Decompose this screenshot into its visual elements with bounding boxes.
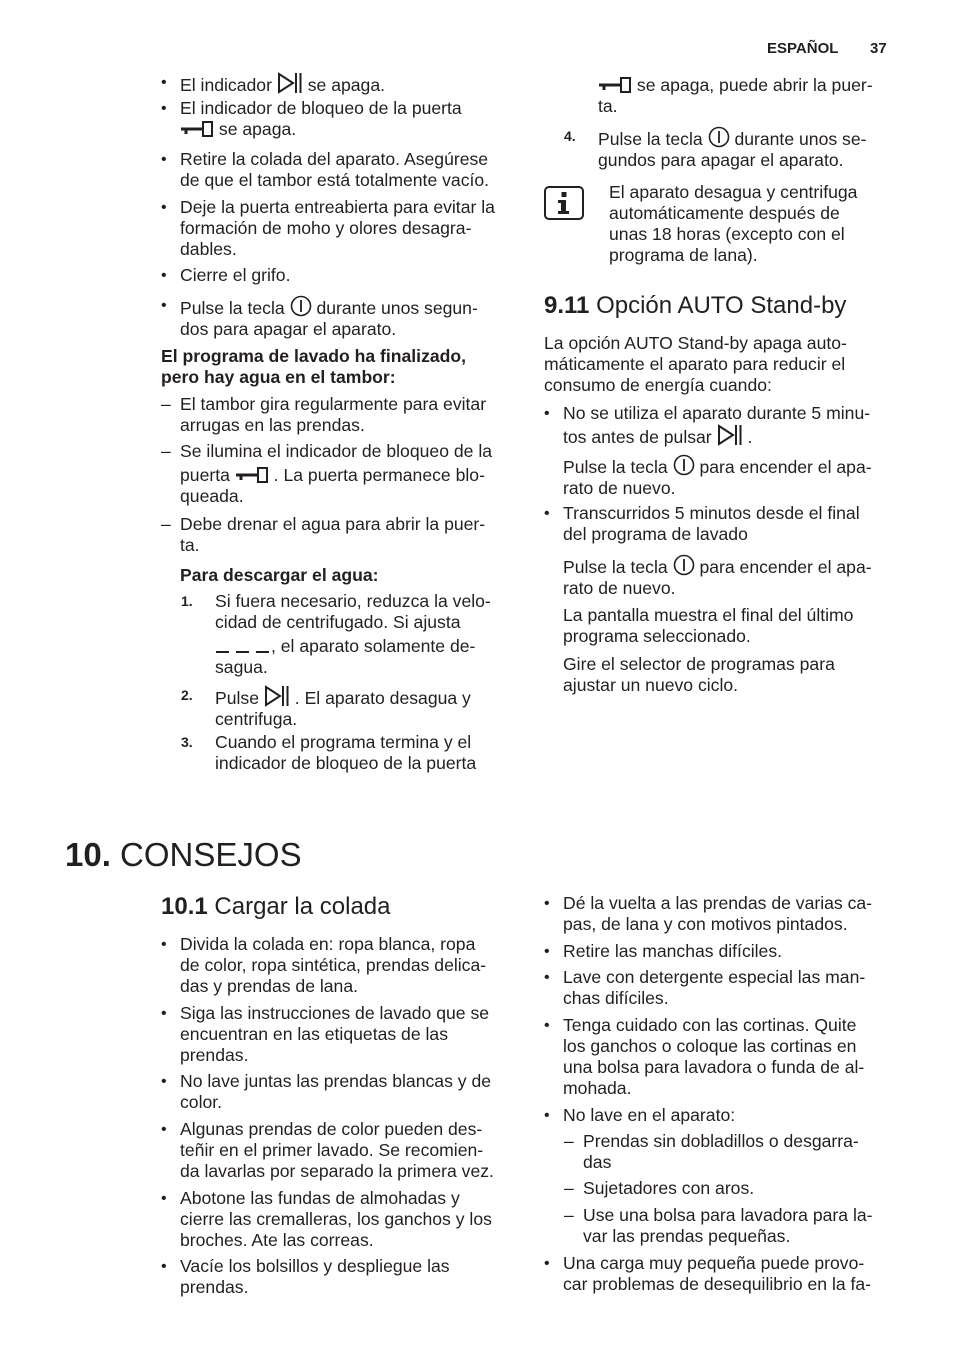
list-item: • Tenga cuidado con las cortinas. Quite los ganchos o coloque las cortinas en una bolsa para lavadora o funda de al- mohada. — [563, 1015, 864, 1099]
no-spin-icon — [215, 643, 271, 655]
start-pause-icon — [264, 685, 290, 707]
power-icon — [708, 126, 730, 148]
list-item: – Use una bolsa para lavadora para la- var las prendas pequeñas. — [583, 1205, 873, 1247]
list-item: • Una carga muy pequeña puede provo- car problemas de desequilibrio en la fa- — [563, 1253, 871, 1295]
list-item: • El indicador de bloqueo de la puerta se apaga. — [180, 98, 462, 140]
chapter-heading: 10. CONSEJOS — [65, 836, 302, 873]
section-intro: La opción AUTO Stand-by apaga auto- máticamente el aparato para reducir el consumo de energía cuando: — [544, 333, 847, 395]
list-item: • Retire las manchas difíciles. — [563, 941, 782, 962]
numbered-step: 2. Pulse . El aparato desagua y centrifuga. — [181, 687, 471, 729]
step-continuation: se apaga, puede abrir la puer- ta. — [598, 75, 873, 116]
section-heading-10-1: 10.1 Cargar la colada — [161, 893, 391, 920]
list-item: • Lave con detergente especial las man- chas difíciles. — [563, 967, 865, 1009]
list-item: • Algunas prendas de color pueden des- teñir en el primer lavado. Se recomien- da lavarlas por separado la primera vez. — [180, 1119, 494, 1182]
start-pause-icon — [277, 72, 303, 94]
list-item: • Divida la colada en: ropa blanca, ropa de color, ropa sintética, prendas delica- das y prendas de lana. — [180, 934, 486, 997]
list-item: – El tambor gira regularmente para evitar arrugas en las prendas. — [180, 394, 486, 436]
list-item: • Retire la colada del aparato. Asegúrese de que el tambor está totalmente vacío. — [180, 149, 489, 191]
list-item: – Prendas sin dobladillos o desgarra- das — [583, 1131, 859, 1173]
list-item: • El indicador se apaga. — [180, 72, 385, 96]
info-icon — [544, 186, 584, 220]
list-item: – Debe drenar el agua para abrir la puer- ta. — [180, 514, 485, 556]
numbered-step: 3. Cuando el programa termina y el indicador de bloqueo de la puerta — [181, 732, 477, 773]
numbered-step: 1. Si fuera necesario, reduzca la velo- cidad de centrifugado. Si ajusta , el aparato solamente de- sagua. — [181, 591, 491, 677]
door-lock-icon — [598, 76, 632, 94]
list-item: • Dé la vuelta a las prendas de varias ca- pas, de lana y con motivos pintados. — [563, 893, 872, 935]
list-item: • Pulse la tecla durante unos segun- dos para apagar el aparato. — [180, 295, 478, 340]
power-icon — [673, 454, 695, 476]
numbered-step: 4. Pulse la tecla durante unos se- gundos para apagar el aparato. — [564, 128, 867, 170]
power-icon — [673, 554, 695, 576]
list-item: • Deje la puerta entreabierta para evitar la formación de moho y olores desagra- dables. — [180, 197, 495, 260]
list-item: • Transcurridos 5 minutos desde el final del programa de lavado — [563, 503, 860, 545]
list-item: • No lave juntas las prendas blancas y de color. — [180, 1071, 491, 1113]
door-lock-icon — [180, 120, 214, 138]
power-icon — [290, 295, 312, 317]
list-item: • Abotone las fundas de almohadas y cierre las cremalleras, los ganchos y los broches. Ate las correas. — [180, 1188, 492, 1251]
paragraph: Pulse la tecla para encender el apa- rato de nuevo. — [563, 554, 872, 599]
info-note: El aparato desagua y centrifuga automáticamente después de unas 18 horas (excepto con el programa de lana). — [609, 182, 858, 265]
list-item: • No lave en el aparato: — [563, 1105, 735, 1126]
running-header-language: ESPAÑOL — [767, 40, 839, 57]
drain-heading: Para descargar el agua: — [180, 565, 379, 585]
start-pause-icon — [717, 424, 743, 446]
page-number: 37 — [870, 40, 887, 57]
water-heading: El programa de lavado ha finalizado, pero hay agua en el tambor: — [161, 346, 467, 387]
list-item: • Vacíe los bolsillos y despliegue las prendas. — [180, 1256, 450, 1298]
paragraph: Gire el selector de programas para ajustar un nuevo ciclo. — [563, 654, 835, 695]
list-item: • No se utiliza el aparato durante 5 minu- tos antes de pulsar . — [563, 403, 870, 448]
list-item: • Siga las instrucciones de lavado que se encuentran en las etiquetas de las prendas. — [180, 1003, 489, 1066]
door-lock-icon — [235, 466, 269, 484]
section-heading-9-11: 9.11 Opción AUTO Stand-by — [544, 292, 847, 319]
paragraph: Pulse la tecla para encender el apa- rato de nuevo. — [563, 454, 872, 499]
paragraph: La pantalla muestra el final del último programa seleccionado. — [563, 605, 854, 646]
list-item: • Cierre el grifo. — [180, 265, 291, 286]
list-item: – Sujetadores con aros. — [583, 1178, 754, 1199]
list-item: – Se ilumina el indicador de bloqueo de la puerta . La puerta permanece blo- queada. — [180, 441, 492, 507]
